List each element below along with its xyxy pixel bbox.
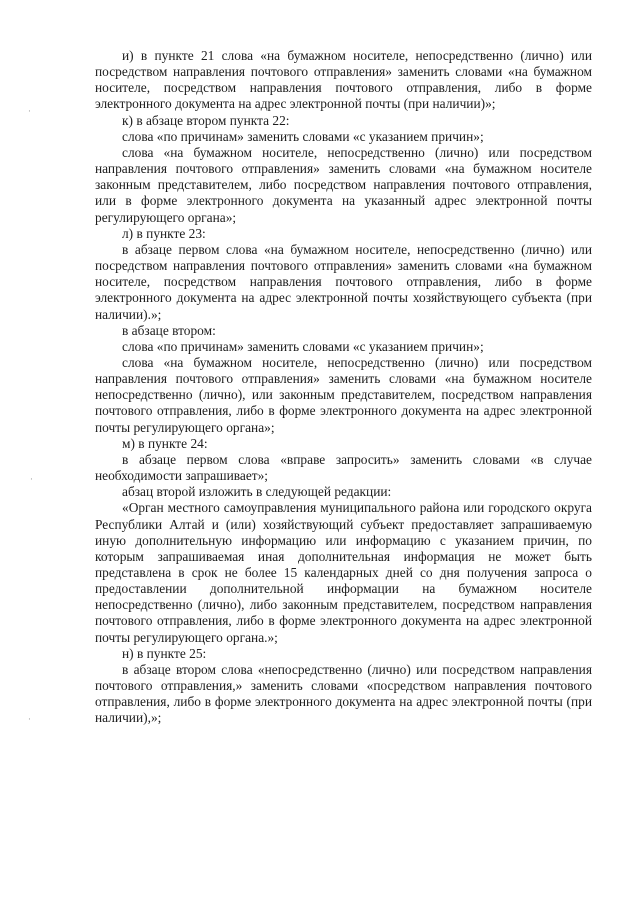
scan-mark: · bbox=[28, 107, 31, 117]
paragraph-item-l: л) в пункте 23: bbox=[122, 225, 206, 241]
scan-mark: · bbox=[30, 475, 33, 485]
paragraph-item-n: н) в пункте 25: bbox=[122, 645, 207, 661]
paragraph-item-k: к) в абзаце втором пункта 22: bbox=[122, 112, 290, 128]
paragraph-text: слова «на бумажном носителе, непосредственно (лично) или посредством направления почтового отправления» заменить словами «на бумажном носителе законным представителем, либо посредством направления почтового отправления, или в форме электронного документа на указанный адрес электронной почты регулирующего органа»; bbox=[95, 144, 592, 225]
paragraph-text: слова «по причинам» заменить словами «с указанием причин»; bbox=[122, 338, 484, 354]
paragraph-text: в абзаце первом слова «вправе запросить» заменить словами «в случае необходимости запрашивает»; bbox=[95, 451, 592, 484]
paragraph-text: слова «на бумажном носителе, непосредственно (лично) или посредством направления почтового отправления» заменить словами «на бумажном носителе непосредственно (лично), или законным представителем, посредством направления почтового отправления, либо в форме электронного документа на адрес электронной почты регулирующего органа»; bbox=[95, 354, 592, 435]
paragraph-text: абзац второй изложить в следующей редакции: bbox=[122, 484, 392, 500]
paragraph-text: в абзаце втором: bbox=[122, 322, 216, 338]
paragraph-text: в абзаце втором слова «непосредственно (лично) или посредством направления почтового отправления,» заменить словами «посредством направления почтового отправления, либо в форме электронного документа на адрес электронной почты (при наличии),»; bbox=[95, 661, 592, 726]
document-body bbox=[95, 48, 592, 727]
paragraph-text: слова «по причинам» заменить словами «с указанием причин»; bbox=[122, 128, 484, 144]
paragraph-item-i: и) в пункте 21 слова «на бумажном носителе, непосредственно (лично) или посредством направления почтового отправления» заменить словами «на бумажном носителе, посредством направления почтового отправления, либо в форме электронного документа на адрес электронной почты (при наличии)»; bbox=[95, 48, 592, 112]
paragraph-quote: «Орган местного самоуправления муниципального района или городского округа Республики Алтай и (или) хозяйствующий субъект предоставляет запрашиваемую иную дополнительную информацию или информацию с указанием причин, по которым запрашиваемая иная дополнительная информация не может быть представлена в срок не более 15 календарных дней со дня получения запроса о предоставлении дополнительной информации на бумажном носителе непосредственно (лично), либо законным представителем, посредством направления почтового отправления, либо в форме электронного документа на адрес электронной почты регулирующего органа.»; bbox=[95, 500, 592, 645]
paragraph-text: в абзаце первом слова «на бумажном носителе, непосредственно (лично) или посредством направления почтового отправления» заменить словами «на бумажном носителе, посредством направления почтового отправления, либо в форме электронного документа на адрес электронной почты хозяйствующего субъекта (при наличии).»; bbox=[95, 241, 592, 322]
scan-mark: · bbox=[28, 715, 31, 725]
paragraph-item-m: м) в пункте 24: bbox=[122, 435, 208, 451]
